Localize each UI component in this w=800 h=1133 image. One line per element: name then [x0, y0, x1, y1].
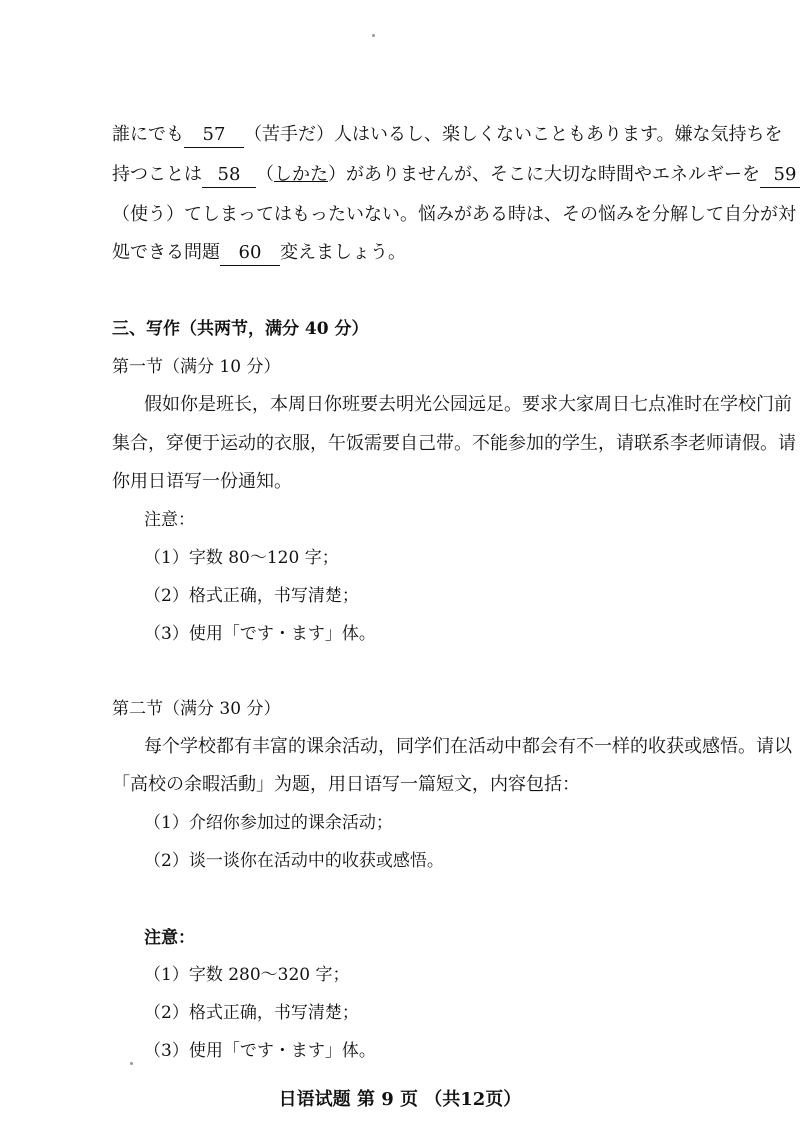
part2-note-2: （2）格式正确，书写清楚； [144, 1003, 359, 1023]
part2-text-line-1: 每个学校都有丰富的课余活动，同学们在活动中都会有不一样的收获或感悟。请以 [144, 736, 792, 757]
part2-item-1: （1）介绍你参加过的课余活动； [144, 813, 393, 833]
blank-57[interactable]: 57 [184, 123, 244, 148]
part1-note-3: （3）使用「です・ます」体。 [144, 624, 376, 644]
part1-text-line-3: 你用日语写一份通知。 [112, 471, 292, 492]
page-footer: 日语试题 第 9 页 （共12页） [278, 1089, 522, 1110]
scan-speck [372, 34, 375, 37]
part1-note-label: 注意： [144, 510, 195, 530]
passage-line-1: 誰にでも 57 （苦手だ）人はいるし、楽しくないこともあります。嫌な気持ちを [112, 123, 783, 148]
scan-speck [130, 1062, 133, 1065]
part1-text-line-1: 假如你是班长，本周日你班要去明光公园远足。要求大家周日七点准时在学校门前 [144, 394, 792, 415]
blank-58[interactable]: 58 [202, 163, 256, 188]
part1-note-2: （2）格式正确，书写清楚； [144, 586, 359, 606]
part2-note-3: （3）使用「です・ます」体。 [144, 1041, 376, 1061]
part2-title: 第二节（满分 30 分） [112, 699, 281, 719]
part1-text-line-2: 集合，穿便于运动的衣服，午饭需要自己带。不能参加的学生，请联系李老师请假。请 [112, 433, 796, 454]
passage-line-3: （使う）てしまってはもったいない。悩みがある時は、その悩みを分解して自分が対 [112, 204, 796, 225]
part2-item-2: （2）谈一谈你在活动中的收获或感悟。 [144, 851, 444, 871]
blank-59[interactable]: 59 [760, 163, 800, 188]
part2-text-line-2: 「高校の余暇活動」为题，用日语写一篇短文，内容包括： [112, 774, 580, 795]
part1-title: 第一节（满分 10 分） [112, 357, 281, 377]
part1-note-1: （1）字数 80～120 字； [144, 548, 339, 568]
section-heading: 三、写作（共两节，满分 40 分） [112, 319, 369, 339]
part2-note-1: （1）字数 280～320 字； [144, 965, 350, 985]
part2-note-label: 注意： [144, 928, 195, 948]
passage-line-2: 持つことは 58 （しかた）がありませんが、そこに大切な時間やエネルギーを 59 [112, 163, 800, 188]
blank-60[interactable]: 60 [220, 241, 280, 266]
passage-line-4: 処できる問題 60 変えましょう。 [112, 241, 406, 266]
